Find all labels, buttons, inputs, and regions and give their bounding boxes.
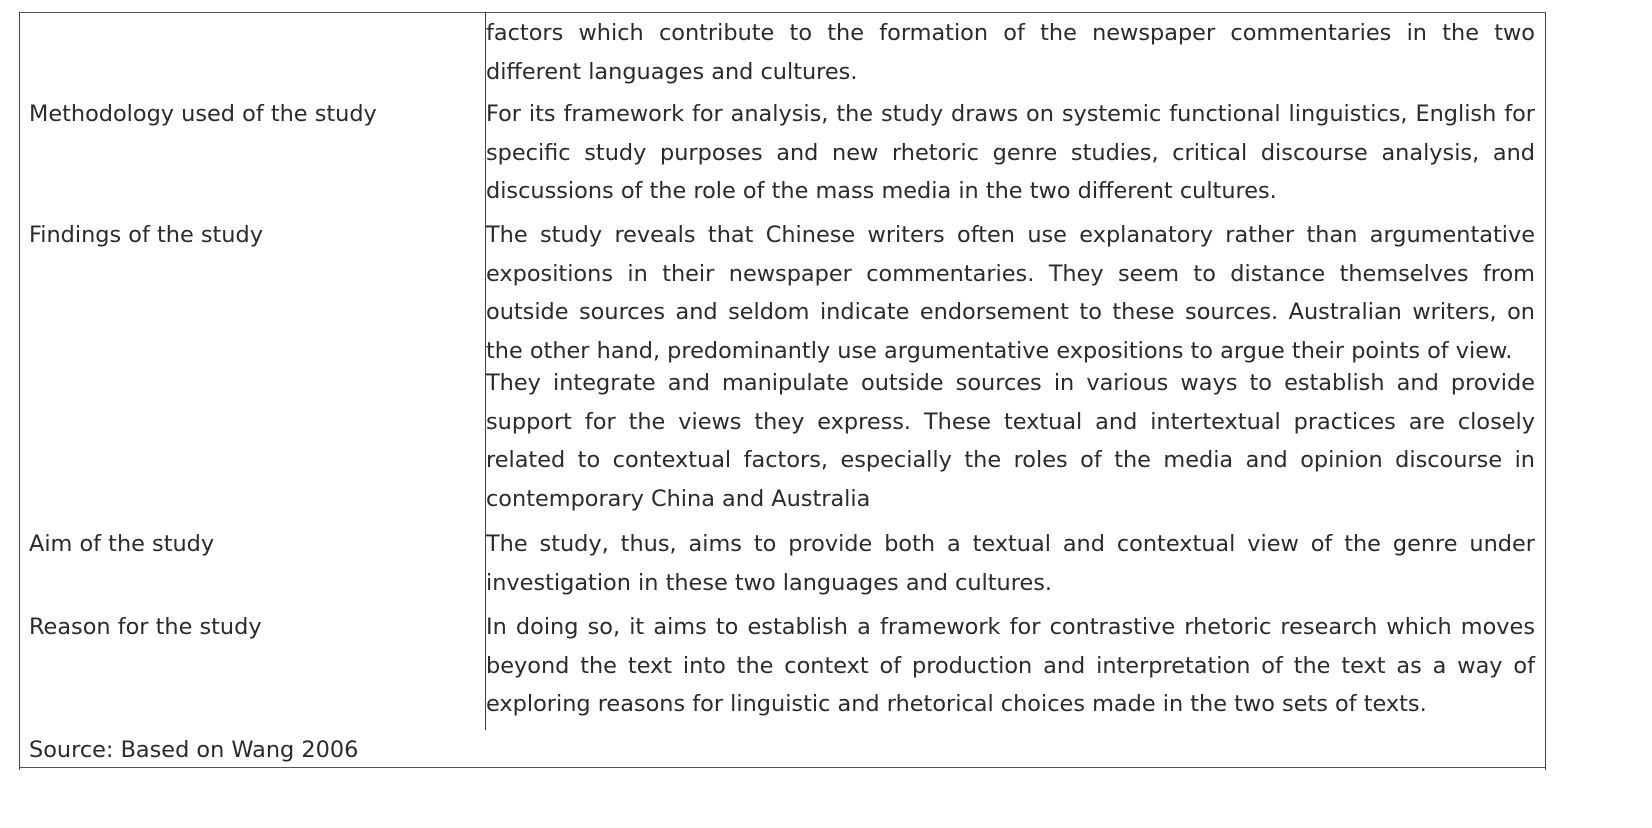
row-label	[20, 12, 486, 94]
row-value-methodology: For its framework for analysis, the study draws on systemic functional linguistics, English for specific study purposes and new rhetoric genre studies, critical discourse analysis, and discussions of the role of the mass media in the two different cultures.	[486, 94, 1546, 215]
table-row	[20, 524, 1546, 607]
table-source-row	[20, 730, 1546, 770]
table-row	[20, 12, 1546, 94]
study-summary-table	[19, 12, 1546, 770]
row-label-methodology: Methodology used of the study	[20, 94, 486, 215]
findings-paragraph-1: The study reveals that Chinese writers often use explanatory rather than argumentative expositions in their newspaper commentaries. They seem to distance themselves from outside sources and seldom indicate endorsement to these sources. Australian writers, on the other hand, predominantly use argumentative expositions to argue their points of view.	[486, 222, 1535, 365]
row-label-reason: Reason for the study	[20, 607, 486, 730]
table-row	[20, 94, 1546, 215]
row-value-findings	[486, 215, 1546, 524]
row-label-aim: Aim of the study	[20, 524, 486, 607]
findings-paragraph-2: They integrate and manipulate outside sources in various ways to establish and provide support for the views they express. These textual and intertextual practices are closely related to contextual factors, especially the roles of the media and opinion discourse in contemporary China and Australia	[486, 369, 1535, 512]
row-label-findings: Findings of the study	[20, 215, 486, 524]
table-row	[20, 215, 1546, 524]
row-value-aim: The study, thus, aims to provide both a textual and contextual view of the genre under investigation in these two languages and cultures.	[486, 524, 1546, 607]
table-source: Source: Based on Wang 2006	[20, 730, 1546, 770]
row-value-reason: In doing so, it aims to establish a framework for contrastive rhetoric research which moves beyond the text into the context of production and interpretation of the text as a way of exploring reasons for linguistic and rhetorical choices made in the two sets of texts.	[486, 607, 1546, 730]
row-value: factors which contribute to the formation of the newspaper commentaries in the two different languages and cultures.	[486, 12, 1546, 94]
table-row	[20, 607, 1546, 730]
